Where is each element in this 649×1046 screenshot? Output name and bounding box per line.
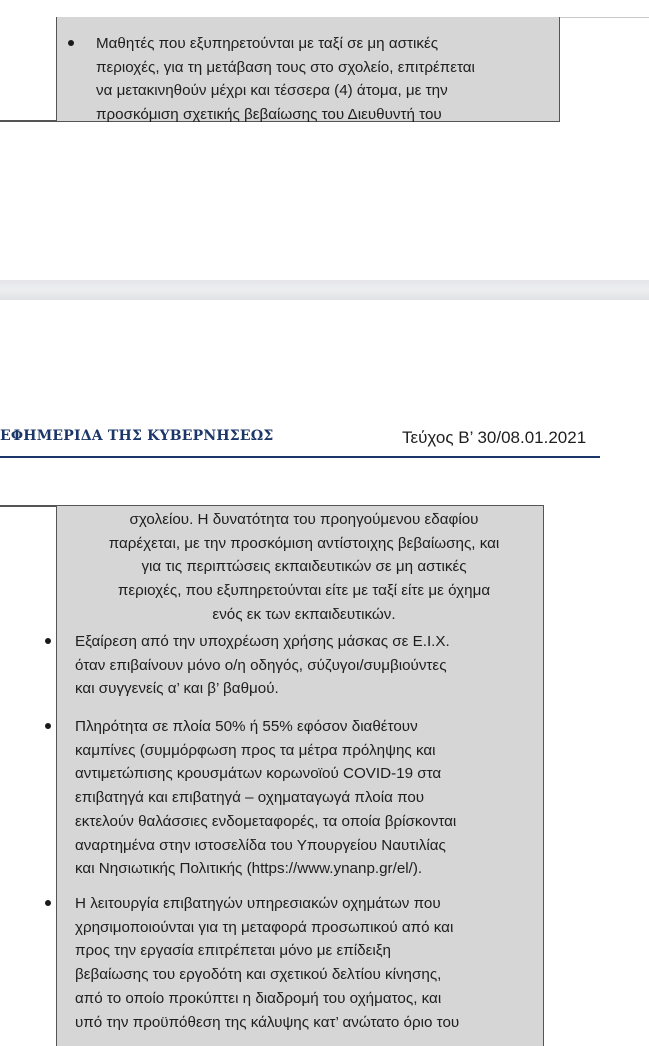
table-top-rule — [558, 17, 649, 18]
bullet-point-icon — [45, 900, 51, 906]
table-row-divider-bottom — [0, 505, 57, 507]
bullet-point-icon — [68, 40, 74, 46]
bullet-text-mask-exemption: Εξαίρεση από την υποχρέωση χρήσης μάσκας σε Ε.Ι.Χ. όταν επιβαίνουν μόνο ο/η οδηγός, σύζυγοι/συμβιούντες και συγγενείς α’ και β’ βαθμού. — [75, 633, 450, 698]
gazette-title: ΕΦΗΜΕΡΙΔΑ ΤΗΣ ΚΥΒΕΡΝΗΣΕΩΣ — [0, 428, 274, 444]
bullet-point-icon — [45, 638, 51, 644]
table-row-divider-top — [0, 120, 57, 122]
bullet-text-service-vehicles: Η λειτουργία επιβατηγών υπηρεσιακών οχημάτων που χρησιμοποιούνται για τη μεταφορά προσωπικού από και προς την εργασία επιτρέπεται μόνο με επίδειξη βεβαίωσης του εργοδότη και σχετικού δελτίου κίνησης, από το οποίο προκύπτει η διαδρομή του οχήματος, και υπό την προϋπόθεση της κάλυψης κατ’ ανώτατο όριο του — [75, 895, 460, 1031]
continuation-text: σχολείου. Η δυνατότητα του προηγούμενου εδαφίου παρέχεται, με την προσκόμιση αντίστοιχης βεβαίωσης, και για τις περιπτώσεις εκπαιδευτικών σε μη αστικές περιοχές, που εξυπηρετούνται είτε με ταξί είτε με όχημα ενός εκ των εκπαιδευτικών. — [108, 511, 500, 623]
bullet-point-icon — [45, 723, 51, 729]
bullet-text-ship-capacity: Πληρότητα σε πλοία 50% ή 55% εφόσον διαθέτουν καμπίνες (συμμόρφωση προς τα μέτρα πρόληψης και αντιμετώπισης κρουσμάτων κορωνοϊού COVID-19 στα επιβατηγά και επιβατηγά – οχηματαγωγά πλοία που εκτελούν θαλάσσιες ενδομεταφορές, τα οποία βρίσκονται αναρτημένα στην ιστοσελίδα του Υπουργείου Ναυτιλίας και Νησιωτικής Πολιτικής (https://www.ynanp.gr/el/). — [75, 718, 457, 878]
page-separator — [0, 280, 649, 300]
header-rule — [0, 456, 600, 458]
gazette-issue: Τεύχος Β’ 30/08.01.2021 — [402, 428, 587, 447]
bullet-text-taxi-students: Μαθητές που εξυπηρετούνται με ταξί σε μη αστικές περιοχές, για τη μετάβαση τους στο σχολείο, επιτρέπεται να μετακινηθούν μέχρι και τέσσερα (4) άτομα, με την προσκόμιση σχετικής βεβαίωσης του Διευθυντή του — [96, 35, 475, 124]
